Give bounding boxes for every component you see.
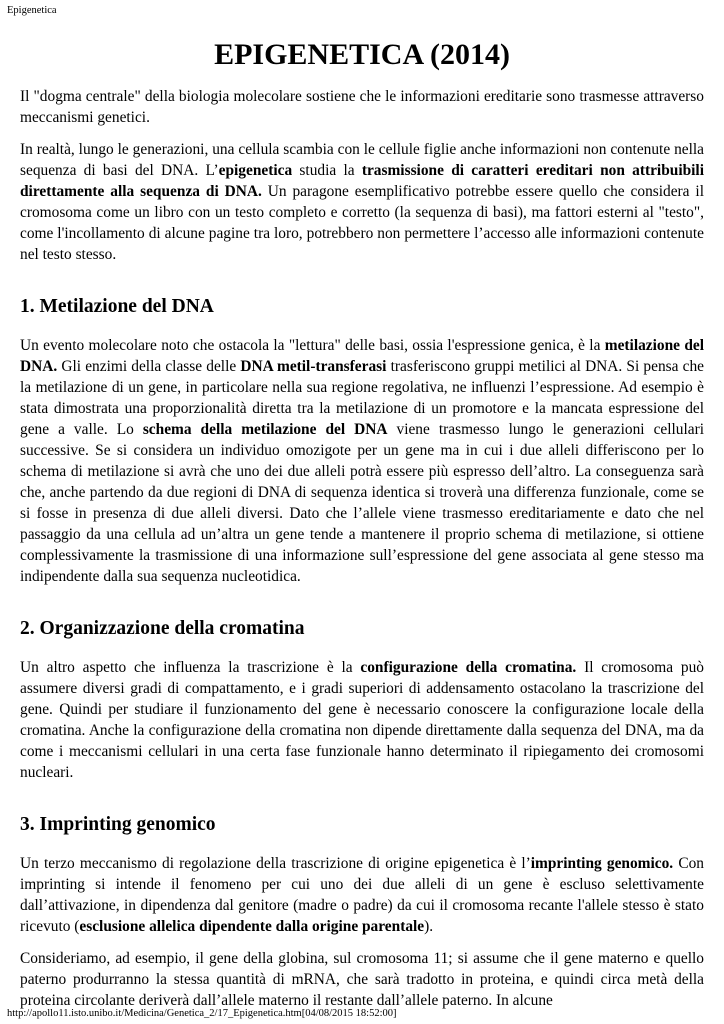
term-schema-metilazione: schema della metilazione del DNA (142, 421, 388, 438)
source-url-footer: http://apollo11.isto.unibo.it/Medicina/Genetica_2/17_Epigenetica.htm[04/08/2015 18:52:00] (7, 1008, 397, 1019)
browser-header-title: Epigenetica (7, 5, 57, 16)
section-heading-imprinting: 3. Imprinting genomico (20, 814, 216, 835)
intro-paragraph-1: Il "dogma centrale" della biologia molecolare sostiene che le informazioni ereditarie sono trasmesse attraverso meccanismi genetici. (20, 88, 704, 126)
section-heading-metilazione: 1. Metilazione del DNA (20, 296, 214, 317)
term-imprinting: imprinting genomico. (530, 855, 674, 872)
term-trasmissione: trasmissione di caratteri ereditari non attribuibili direttamente alla sequenza di DNA. (20, 162, 704, 200)
document-body (20, 38, 704, 1022)
term-metilazione: metilazione del DNA. (20, 337, 704, 375)
term-configurazione-cromatina: configurazione della cromatina. (360, 659, 577, 676)
section-heading-cromatina: 2. Organizzazione della cromatina (20, 618, 305, 639)
term-epigenetica: epigenetica (218, 162, 293, 179)
section-3-paragraph-2: Consideriamo, ad esempio, il gene della globina, sul cromosoma 11; si assume che il gene materno e quello paterno produrranno la stessa quantità di mRNA, che sarà tradotto in proteina, e quindi circa metà della proteina circolante deriverà dall’allele materno il restante dall’allele paterno. In alcune (20, 950, 704, 1009)
section-3-paragraph-1: Un terzo meccanismo di regolazione della trascrizione di origine epigenetica è l’imprinting genomico. Con imprinting si intende il fenomeno per cui uno dei due alleli di un gene è escluso selettivamente dall’attivazione, in dipendenza dal genitore (madre o padre) da cui il cromosoma recante l'allele stesso è stato ricevuto (esclusione allelica dipendente dalla origine parentale). (20, 855, 704, 935)
term-esclusione-allelica: esclusione allelica dipendente dalla origine parentale (79, 918, 425, 935)
section-1-paragraph: Un evento molecolare noto che ostacola la "lettura" delle basi, ossia l'espressione genica, è la metilazione del DNA. Gli enzimi della classe delle DNA metil-transferasi trasferiscono gruppi metilici al DNA. Si pensa che la metilazione di un gene, in particolare nella sua regione regolativa, ne influenzi l’espressione. Ad esempio è stata dimostrata una proporzionalità diretta tra la metilazione di un promotore e la mancata espressione del gene a valle. Lo schema della metilazione del DNA viene trasmesso lungo le generazioni cellulari successive. Se si considera un individuo omozigote per un gene ma in cui i due alleli differiscono per lo schema di metilazione si avrà che uno dei due alleli potrà essere più espresso dell’altro. La conseguenza sarà che, anche partendo da due regioni di DNA di sequenza identica si troverà una differenza funzionale, come se si fosse in presenza di due alleli diversi. Dato che l’allele viene trasmesso ereditariamente e dato che nel passaggio da una cellula ad un’altra un gene tende a mantenere il proprio schema di metilazione, si ottiene complessivamente la trasmissione di una informazione sull’espressione del gene associata al gene stesso ma indipendente dalla sua sequenza nucleotidica. (20, 337, 705, 585)
term-metil-transferasi: DNA metil-transferasi (240, 358, 387, 375)
page-title: EPIGENETICA (2014) (214, 38, 510, 71)
section-2-paragraph: Un altro aspetto che influenza la trascrizione è la configurazione della cromatina. Il cromosoma può assumere diversi gradi di compattamento, e i gradi superiori di addensamento ostacolano la trascrizione del gene. Quindi per studiare il funzionamento del gene è necessario conoscere la configurazione locale della cromatina. Anche la configurazione della cromatina non dipende direttamente dalla sequenza del DNA, ma da come i meccanismi cellulari in una certa fase funzionale hanno determinato il ripiegamento dei cromosomi nucleari. (20, 659, 704, 781)
intro-paragraph-2: In realtà, lungo le generazioni, una cellula scambia con le cellule figlie anche informazioni non contenute nella sequenza di basi del DNA. L’epigenetica studia la trasmissione di caratteri ereditari non attribuibili direttamente alla sequenza di DNA. Un paragone esemplificativo potrebbe essere quello che considera il cromosoma come un libro con un testo completo e corretto (la sequenza di basi), ma fattori esterni al "testo", come l'incollamento di alcune pagine tra loro, potrebbero non permettere l’accesso alle informazioni contenute nel testo stesso. (20, 141, 704, 263)
